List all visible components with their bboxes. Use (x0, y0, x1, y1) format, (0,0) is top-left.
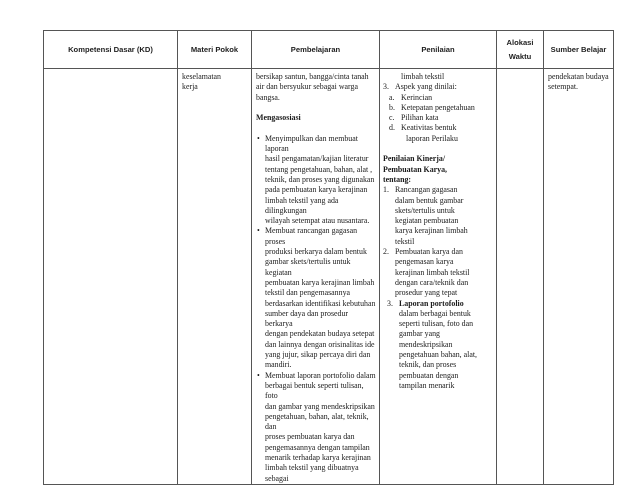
portfolio-item: 3. Laporan portofolio dalam berbagai bentuk seperti tulisan, foto dan gambar yang mendeskripsikan pengetahuan bahan, alat, teknik, dan proses pembuatan dengan tampilan menarik (387, 298, 477, 390)
sumber-line: setempat. (548, 82, 579, 92)
bullet-item: • Membuat rancangan gagasan proses produksi berkarya dalam bentuk gambar skets/tertulis untuk kegiatan pembuatan karya kerajinan limbah tekstil dan pengemasannya berdasarkan identifikasi kebutuhan sumber daya dan prosedur berkarya dengan pendekatan budaya setepat dan lainnya dengan orisinalitas ide yang jujur, sikap percaya diri dan mandiri. (257, 226, 376, 370)
penilaian-line: limbah tekstil (401, 72, 445, 81)
header-row (44, 31, 614, 69)
syllabus-table (43, 30, 614, 485)
header-penilaian: Penilaian (380, 31, 497, 69)
bullet-item: • Menyimpulkan dan membuat laporan hasil pengamatan/kajian literatur tentang pengetahuan, bahan, alat , teknik, dan proses yang digunakan pada pembuatan karya kerajinan limbah tekstil yang ada dilingkungan wilayah setempat atau nusantara. (257, 133, 375, 226)
cell-materi (178, 69, 252, 485)
kinerja-heading: Penilaian Kinerja/ (383, 154, 446, 164)
cell-penilaian (380, 69, 497, 485)
materi-line: keselamatan (182, 72, 221, 81)
aspect-item: c. Pilihan kata (389, 113, 439, 123)
cell-kd (44, 69, 178, 485)
intro-line: air dan bersyukur sebagai warga (256, 82, 358, 92)
intro-line: bangsa. (256, 92, 280, 102)
aspect-item: b. Ketepatan pengetahuan (389, 102, 475, 112)
header-sumber: Sumber Belajar (544, 31, 614, 69)
aspect-tail: laporan Perilaku (406, 133, 458, 143)
section-heading: Mengasosiasi (256, 113, 301, 123)
kinerja-heading: tentang: (383, 174, 412, 184)
cell-pembelajaran (252, 69, 380, 485)
materi-line: kerja (182, 82, 198, 92)
header-alokasi-line1: Alokasi (506, 38, 534, 47)
cell-sumber (544, 69, 614, 485)
cell-alokasi (497, 69, 544, 485)
header-alokasi (497, 31, 544, 69)
aspect-list: 3. Aspek yang dinilai: (383, 82, 457, 92)
kinerja-item: 2. Pembuatan karya dan pengemasan karya kerajinan limbah tekstil dengan cara/teknik dan prosedur yang tepat (383, 247, 470, 298)
content-row (44, 69, 614, 485)
kinerja-heading: Pembuatan Karya, (383, 164, 447, 174)
sumber-line: pendekatan budaya (548, 72, 609, 81)
bullet-icon: • (257, 226, 260, 236)
bullet-icon: • (257, 370, 260, 380)
header-materi: Materi Pokok (178, 31, 252, 69)
bullet-icon: • (257, 133, 260, 143)
aspect-item: d. Keativitas bentuk (389, 123, 457, 133)
intro-line: bersikap santun, bangga/cinta tanah (256, 72, 369, 81)
kinerja-item: 1. Rancangan gagasan dalam bentuk gambar skets/tertulis untuk kegiatan pembuatan karya kerajinan limbah tekstil (383, 185, 468, 246)
aspect-item: a. Kerincian (389, 92, 433, 102)
bullet-item: • Membuat laporan portofolio dalam berbagai bentuk seperti tulisan, foto dan gambar yang mendeskripsikan pengetahuan, bahan, alat, teknik, dan proses pembuatan karya dan pengemasannya dengan tampilan menarik terhadap karya kerajinan limbah tekstil yang dibuatnya sebagai (257, 370, 376, 483)
header-pembelajaran: Pembelajaran (252, 31, 380, 69)
header-alokasi-line2: Waktu (508, 52, 532, 61)
header-kd: Kompetensi Dasar (KD) (44, 31, 178, 69)
